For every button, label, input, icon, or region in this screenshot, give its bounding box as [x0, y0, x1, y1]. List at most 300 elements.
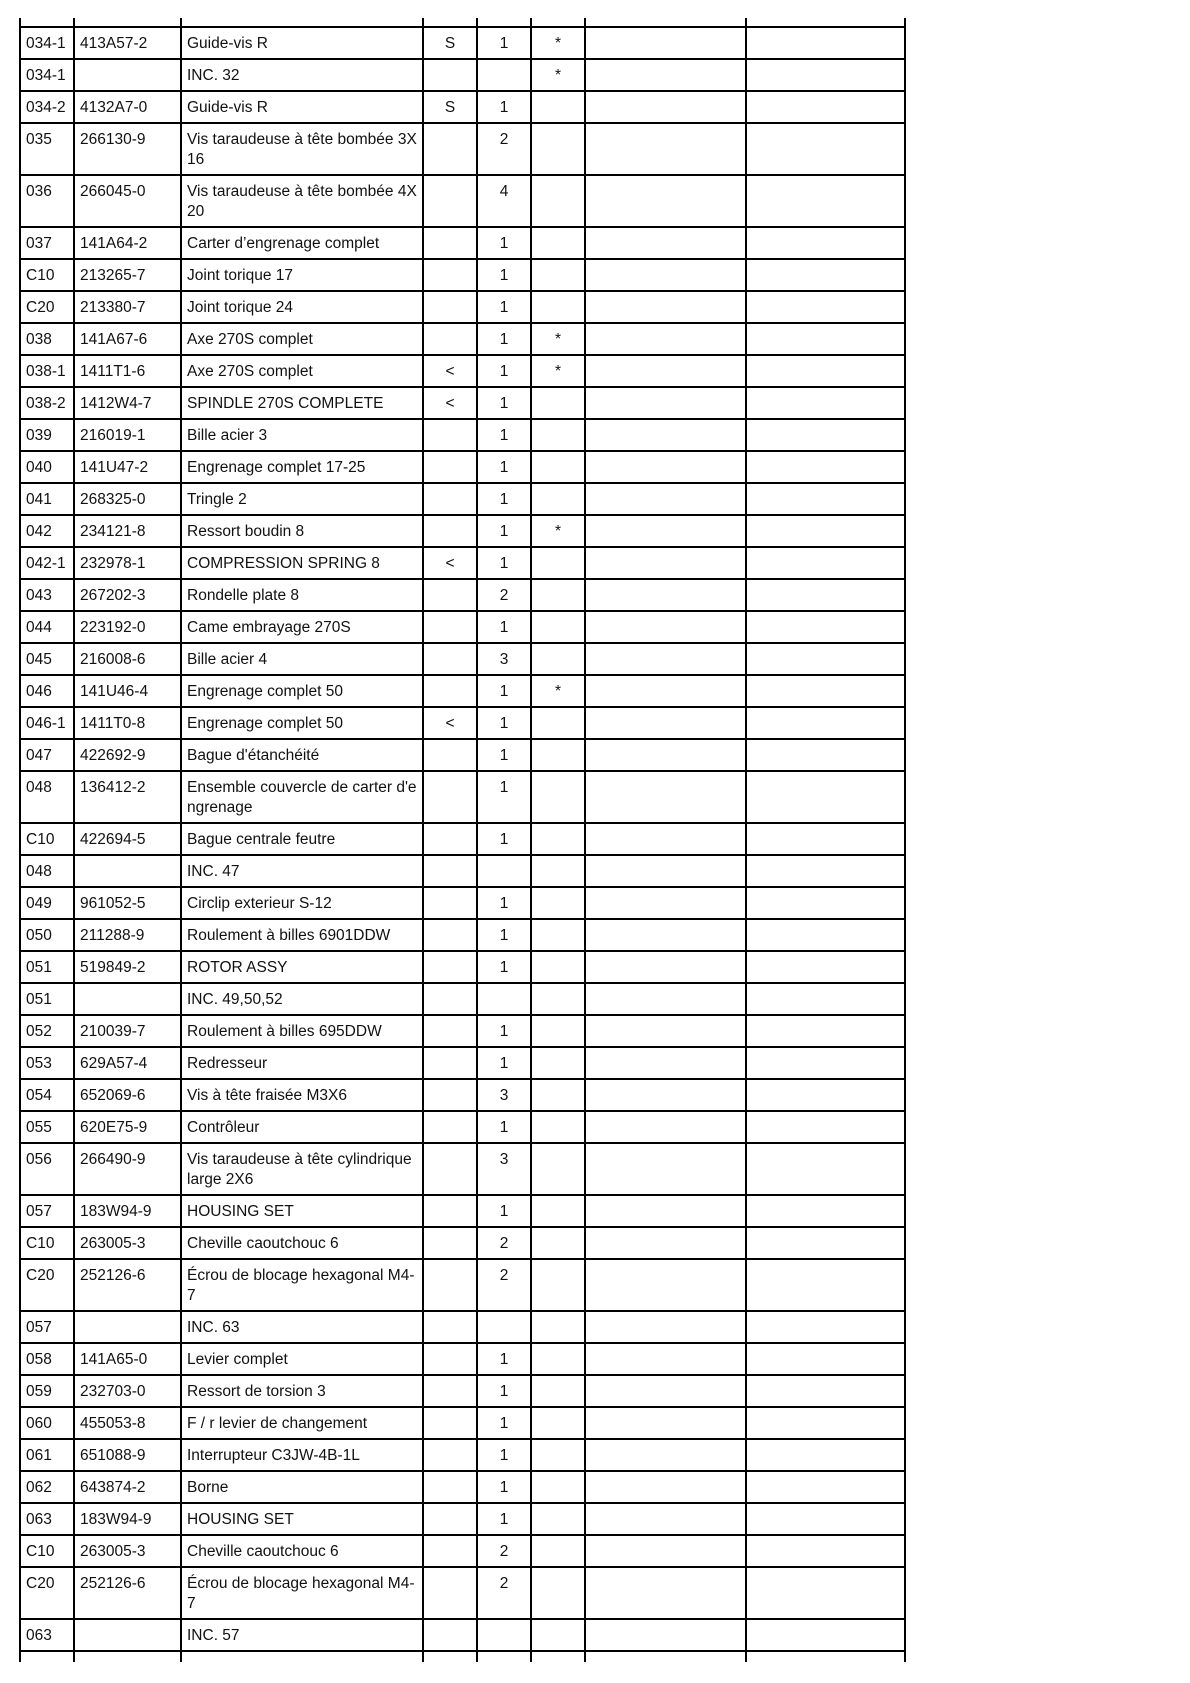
status-cell — [423, 855, 477, 887]
empty-cell — [585, 419, 746, 451]
description-cell: Borne — [181, 1471, 423, 1503]
item-number-cell: 063 — [20, 1619, 74, 1651]
empty-cell — [585, 1407, 746, 1439]
quantity-cell: 1 — [477, 259, 531, 291]
quantity-cell: 3 — [477, 1079, 531, 1111]
note-mark-cell — [531, 1567, 585, 1619]
table-row — [20, 419, 905, 451]
part-number-cell — [74, 1619, 181, 1651]
description-cell: Ensemble couvercle de carter d'engrenage — [181, 771, 423, 823]
table-row — [20, 355, 905, 387]
status-cell — [423, 1227, 477, 1259]
status-cell — [423, 323, 477, 355]
empty-cell — [746, 1471, 905, 1503]
quantity-cell: 1 — [477, 1195, 531, 1227]
item-number-cell: C20 — [20, 1259, 74, 1311]
empty-cell — [746, 1259, 905, 1311]
description-cell: Engrenage complet 50 — [181, 675, 423, 707]
status-cell — [423, 1375, 477, 1407]
quantity-cell: 1 — [477, 1375, 531, 1407]
status-cell — [423, 1503, 477, 1535]
empty-cell — [477, 1651, 531, 1662]
quantity-cell — [477, 983, 531, 1015]
empty-cell — [746, 739, 905, 771]
empty-cell — [746, 1079, 905, 1111]
part-number-cell: 141U46-4 — [74, 675, 181, 707]
description-cell: Bague d'étanchéité — [181, 739, 423, 771]
part-number-cell: 210039-7 — [74, 1015, 181, 1047]
part-number-cell: 413A57-2 — [74, 27, 181, 59]
empty-cell — [746, 1311, 905, 1343]
empty-cell — [585, 675, 746, 707]
note-mark-cell — [531, 291, 585, 323]
description-cell: INC. 57 — [181, 1619, 423, 1651]
empty-cell — [746, 227, 905, 259]
status-cell — [423, 59, 477, 91]
part-number-cell — [74, 59, 181, 91]
quantity-cell: 1 — [477, 611, 531, 643]
empty-cell — [746, 291, 905, 323]
empty-cell — [585, 91, 746, 123]
item-number-cell: 063 — [20, 1503, 74, 1535]
table-row — [20, 919, 905, 951]
description-cell: INC. 63 — [181, 1311, 423, 1343]
status-cell — [423, 579, 477, 611]
description-cell: Joint torique 24 — [181, 291, 423, 323]
status-cell: < — [423, 547, 477, 579]
description-cell: Interrupteur C3JW-4B-1L — [181, 1439, 423, 1471]
empty-cell — [746, 579, 905, 611]
item-number-cell: 058 — [20, 1343, 74, 1375]
table-row — [20, 547, 905, 579]
table-row — [20, 227, 905, 259]
part-number-cell: 141U47-2 — [74, 451, 181, 483]
empty-cell — [585, 1079, 746, 1111]
description-cell: SPINDLE 270S COMPLETE — [181, 387, 423, 419]
empty-cell — [585, 1259, 746, 1311]
part-number-cell — [74, 855, 181, 887]
quantity-cell — [477, 59, 531, 91]
table-row — [20, 1111, 905, 1143]
description-cell: Tringle 2 — [181, 483, 423, 515]
note-mark-cell — [531, 983, 585, 1015]
quantity-cell: 1 — [477, 419, 531, 451]
status-cell — [423, 291, 477, 323]
empty-cell — [20, 1651, 74, 1662]
description-cell: Vis à tête fraisée M3X6 — [181, 1079, 423, 1111]
empty-cell — [585, 643, 746, 675]
status-cell — [423, 1079, 477, 1111]
description-cell: Roulement à billes 695DDW — [181, 1015, 423, 1047]
empty-cell — [746, 419, 905, 451]
note-mark-cell: * — [531, 675, 585, 707]
status-cell — [423, 1111, 477, 1143]
description-cell: Cheville caoutchouc 6 — [181, 1535, 423, 1567]
part-number-cell: 252126-6 — [74, 1259, 181, 1311]
item-number-cell: 038-2 — [20, 387, 74, 419]
quantity-cell: 3 — [477, 643, 531, 675]
quantity-cell: 2 — [477, 1227, 531, 1259]
empty-cell — [746, 643, 905, 675]
note-mark-cell — [531, 1111, 585, 1143]
empty-cell — [585, 887, 746, 919]
empty-cell — [746, 175, 905, 227]
empty-cell — [746, 123, 905, 175]
description-cell: COMPRESSION SPRING 8 — [181, 547, 423, 579]
quantity-cell: 2 — [477, 579, 531, 611]
table-row — [20, 823, 905, 855]
part-number-cell: 141A65-0 — [74, 1343, 181, 1375]
empty-cell — [585, 123, 746, 175]
item-number-cell: 057 — [20, 1311, 74, 1343]
part-number-cell: 519849-2 — [74, 951, 181, 983]
status-cell — [423, 1259, 477, 1311]
empty-cell — [746, 451, 905, 483]
quantity-cell: 1 — [477, 387, 531, 419]
table-row — [20, 483, 905, 515]
part-number-cell: 263005-3 — [74, 1535, 181, 1567]
table-row — [20, 1227, 905, 1259]
empty-cell — [585, 707, 746, 739]
description-cell: Bille acier 3 — [181, 419, 423, 451]
item-number-cell: 044 — [20, 611, 74, 643]
item-number-cell: C10 — [20, 1227, 74, 1259]
note-mark-cell — [531, 611, 585, 643]
table-row — [20, 1259, 905, 1311]
item-number-cell: C10 — [20, 1535, 74, 1567]
note-mark-cell — [531, 771, 585, 823]
table-row — [20, 1343, 905, 1375]
table-row — [20, 1143, 905, 1195]
item-number-cell: 057 — [20, 1195, 74, 1227]
empty-cell — [585, 291, 746, 323]
empty-cell — [585, 919, 746, 951]
empty-cell — [746, 1375, 905, 1407]
empty-cell — [746, 707, 905, 739]
note-mark-cell — [531, 855, 585, 887]
empty-cell — [746, 1015, 905, 1047]
quantity-cell: 1 — [477, 1047, 531, 1079]
item-number-cell: C10 — [20, 823, 74, 855]
empty-cell — [585, 27, 746, 59]
item-number-cell: 037 — [20, 227, 74, 259]
empty-cell — [585, 611, 746, 643]
item-number-cell: 038-1 — [20, 355, 74, 387]
status-cell — [423, 1047, 477, 1079]
item-number-cell: 042-1 — [20, 547, 74, 579]
part-number-cell: 234121-8 — [74, 515, 181, 547]
empty-cell — [585, 1015, 746, 1047]
empty-cell — [746, 1619, 905, 1651]
description-cell: Ressort de torsion 3 — [181, 1375, 423, 1407]
item-number-cell: 048 — [20, 855, 74, 887]
table-row — [20, 1375, 905, 1407]
item-number-cell: 034-1 — [20, 27, 74, 59]
empty-cell — [585, 323, 746, 355]
item-number-cell: 038 — [20, 323, 74, 355]
description-cell: HOUSING SET — [181, 1503, 423, 1535]
description-cell: F / r levier de changement — [181, 1407, 423, 1439]
note-mark-cell — [531, 1471, 585, 1503]
part-number-cell: 961052-5 — [74, 887, 181, 919]
status-cell — [423, 1143, 477, 1195]
note-mark-cell — [531, 547, 585, 579]
status-cell: < — [423, 355, 477, 387]
item-number-cell: 061 — [20, 1439, 74, 1471]
table-row — [20, 323, 905, 355]
note-mark-cell — [531, 1227, 585, 1259]
empty-cell — [746, 887, 905, 919]
empty-cell — [585, 451, 746, 483]
description-cell: ROTOR ASSY — [181, 951, 423, 983]
empty-cell — [746, 1503, 905, 1535]
table-row — [20, 1015, 905, 1047]
note-mark-cell — [531, 1439, 585, 1471]
empty-cell — [746, 1407, 905, 1439]
empty-cell — [585, 1651, 746, 1662]
part-number-cell: 1412W4-7 — [74, 387, 181, 419]
item-number-cell: 043 — [20, 579, 74, 611]
description-cell: Écrou de blocage hexagonal M4-7 — [181, 1259, 423, 1311]
empty-cell — [746, 1227, 905, 1259]
status-cell — [423, 175, 477, 227]
empty-cell — [531, 1651, 585, 1662]
item-number-cell: 054 — [20, 1079, 74, 1111]
description-cell: Carter d’engrenage complet — [181, 227, 423, 259]
empty-cell — [746, 611, 905, 643]
note-mark-cell — [531, 123, 585, 175]
item-number-cell: 056 — [20, 1143, 74, 1195]
description-cell: INC. 49,50,52 — [181, 983, 423, 1015]
description-cell: Cheville caoutchouc 6 — [181, 1227, 423, 1259]
table-row — [20, 675, 905, 707]
table-row — [20, 59, 905, 91]
item-number-cell: 053 — [20, 1047, 74, 1079]
note-mark-cell — [531, 1619, 585, 1651]
quantity-cell: 1 — [477, 823, 531, 855]
part-number-cell: 141A64-2 — [74, 227, 181, 259]
empty-cell — [746, 27, 905, 59]
empty-cell — [746, 1111, 905, 1143]
status-cell — [423, 1619, 477, 1651]
empty-cell — [585, 547, 746, 579]
description-cell: Joint torique 17 — [181, 259, 423, 291]
empty-cell — [585, 175, 746, 227]
empty-cell — [585, 579, 746, 611]
empty-cell — [585, 1311, 746, 1343]
quantity-cell: 1 — [477, 547, 531, 579]
part-number-cell: 216019-1 — [74, 419, 181, 451]
empty-cell — [746, 1143, 905, 1195]
status-cell — [423, 483, 477, 515]
description-cell: Axe 270S complet — [181, 355, 423, 387]
status-cell — [423, 1343, 477, 1375]
description-cell: Contrôleur — [181, 1111, 423, 1143]
status-cell — [423, 983, 477, 1015]
status-cell — [423, 739, 477, 771]
quantity-cell: 1 — [477, 227, 531, 259]
description-cell: Engrenage complet 17-25 — [181, 451, 423, 483]
status-cell: S — [423, 91, 477, 123]
description-cell: Vis taraudeuse à tête bombée 3X 16 — [181, 123, 423, 175]
note-mark-cell: * — [531, 27, 585, 59]
part-number-cell: 268325-0 — [74, 483, 181, 515]
note-mark-cell — [531, 1503, 585, 1535]
empty-cell — [585, 1143, 746, 1195]
status-cell — [423, 951, 477, 983]
note-mark-cell — [531, 91, 585, 123]
item-number-cell: 034-1 — [20, 59, 74, 91]
item-number-cell: 047 — [20, 739, 74, 771]
part-number-cell: 266130-9 — [74, 123, 181, 175]
description-cell: Bague centrale feutre — [181, 823, 423, 855]
status-cell — [423, 451, 477, 483]
table-row — [20, 1079, 905, 1111]
status-cell — [423, 611, 477, 643]
note-mark-cell: * — [531, 355, 585, 387]
description-cell: Circlip exterieur S-12 — [181, 887, 423, 919]
part-number-cell: 213265-7 — [74, 259, 181, 291]
status-cell: < — [423, 387, 477, 419]
description-cell: Rondelle plate 8 — [181, 579, 423, 611]
parts-list-body — [20, 18, 905, 1662]
part-number-cell: 652069-6 — [74, 1079, 181, 1111]
part-number-cell: 455053-8 — [74, 1407, 181, 1439]
part-number-cell: 651088-9 — [74, 1439, 181, 1471]
status-cell: S — [423, 27, 477, 59]
item-number-cell: 045 — [20, 643, 74, 675]
empty-cell — [181, 1651, 423, 1662]
empty-cell — [746, 1535, 905, 1567]
empty-cell — [585, 515, 746, 547]
item-number-cell: 042 — [20, 515, 74, 547]
item-number-cell: 055 — [20, 1111, 74, 1143]
quantity-cell: 1 — [477, 1343, 531, 1375]
part-number-cell: 422692-9 — [74, 739, 181, 771]
empty-cell — [585, 59, 746, 91]
table-row — [20, 27, 905, 59]
part-number-cell: 211288-9 — [74, 919, 181, 951]
note-mark-cell — [531, 1407, 585, 1439]
description-cell: Vis taraudeuse à tête bombée 4X 20 — [181, 175, 423, 227]
empty-cell — [746, 91, 905, 123]
table-row — [20, 1567, 905, 1619]
empty-cell — [585, 1535, 746, 1567]
note-mark-cell — [531, 259, 585, 291]
quantity-cell: 1 — [477, 483, 531, 515]
empty-cell — [585, 1471, 746, 1503]
status-cell — [423, 1471, 477, 1503]
note-mark-cell — [531, 887, 585, 919]
table-row — [20, 1439, 905, 1471]
note-mark-cell — [531, 1259, 585, 1311]
note-mark-cell — [531, 1343, 585, 1375]
empty-cell — [585, 1503, 746, 1535]
status-cell — [423, 675, 477, 707]
status-cell — [423, 227, 477, 259]
quantity-cell: 1 — [477, 291, 531, 323]
note-mark-cell: * — [531, 323, 585, 355]
description-cell: Vis taraudeuse à tête cylindrique large 2X6 — [181, 1143, 423, 1195]
part-number-cell: 216008-6 — [74, 643, 181, 675]
description-cell: Roulement à billes 6901DDW — [181, 919, 423, 951]
empty-cell — [746, 1047, 905, 1079]
status-cell — [423, 1407, 477, 1439]
item-number-cell: 041 — [20, 483, 74, 515]
status-cell — [423, 259, 477, 291]
note-mark-cell — [531, 1015, 585, 1047]
quantity-cell: 1 — [477, 1407, 531, 1439]
note-mark-cell: * — [531, 59, 585, 91]
quantity-cell: 1 — [477, 1503, 531, 1535]
note-mark-cell — [531, 1047, 585, 1079]
quantity-cell — [477, 855, 531, 887]
note-mark-cell — [531, 951, 585, 983]
part-number-cell: 267202-3 — [74, 579, 181, 611]
part-number-cell: 232978-1 — [74, 547, 181, 579]
part-number-cell: 252126-6 — [74, 1567, 181, 1619]
note-mark-cell — [531, 1143, 585, 1195]
empty-cell — [585, 355, 746, 387]
item-number-cell: 059 — [20, 1375, 74, 1407]
empty-cell — [746, 483, 905, 515]
note-mark-cell — [531, 227, 585, 259]
description-cell: Redresseur — [181, 1047, 423, 1079]
part-number-cell: 643874-2 — [74, 1471, 181, 1503]
status-cell — [423, 643, 477, 675]
description-cell: HOUSING SET — [181, 1195, 423, 1227]
quantity-cell: 2 — [477, 123, 531, 175]
quantity-cell: 1 — [477, 1111, 531, 1143]
description-cell: INC. 32 — [181, 59, 423, 91]
status-cell — [423, 419, 477, 451]
description-cell: Ressort boudin 8 — [181, 515, 423, 547]
status-cell — [423, 123, 477, 175]
empty-cell — [585, 1375, 746, 1407]
parts-list-table — [19, 18, 906, 1662]
quantity-cell: 1 — [477, 323, 531, 355]
empty-cell — [585, 1567, 746, 1619]
table-row — [20, 771, 905, 823]
status-cell — [423, 515, 477, 547]
quantity-cell: 1 — [477, 771, 531, 823]
item-number-cell: 052 — [20, 1015, 74, 1047]
item-number-cell: 062 — [20, 1471, 74, 1503]
item-number-cell: 039 — [20, 419, 74, 451]
quantity-cell: 1 — [477, 27, 531, 59]
description-cell: Came embrayage 270S — [181, 611, 423, 643]
part-number-cell: 266045-0 — [74, 175, 181, 227]
empty-cell — [585, 483, 746, 515]
item-number-cell: 048 — [20, 771, 74, 823]
empty-cell — [585, 387, 746, 419]
empty-cell — [585, 771, 746, 823]
part-number-cell: 266490-9 — [74, 1143, 181, 1195]
note-mark-cell — [531, 387, 585, 419]
empty-cell — [585, 1195, 746, 1227]
item-number-cell: 046 — [20, 675, 74, 707]
empty-cell — [746, 823, 905, 855]
empty-cell — [746, 1343, 905, 1375]
quantity-cell: 1 — [477, 951, 531, 983]
quantity-cell: 4 — [477, 175, 531, 227]
part-number-cell: 422694-5 — [74, 823, 181, 855]
table-row — [20, 983, 905, 1015]
item-number-cell: C20 — [20, 1567, 74, 1619]
status-cell — [423, 1195, 477, 1227]
status-cell — [423, 887, 477, 919]
part-number-cell: 629A57-4 — [74, 1047, 181, 1079]
